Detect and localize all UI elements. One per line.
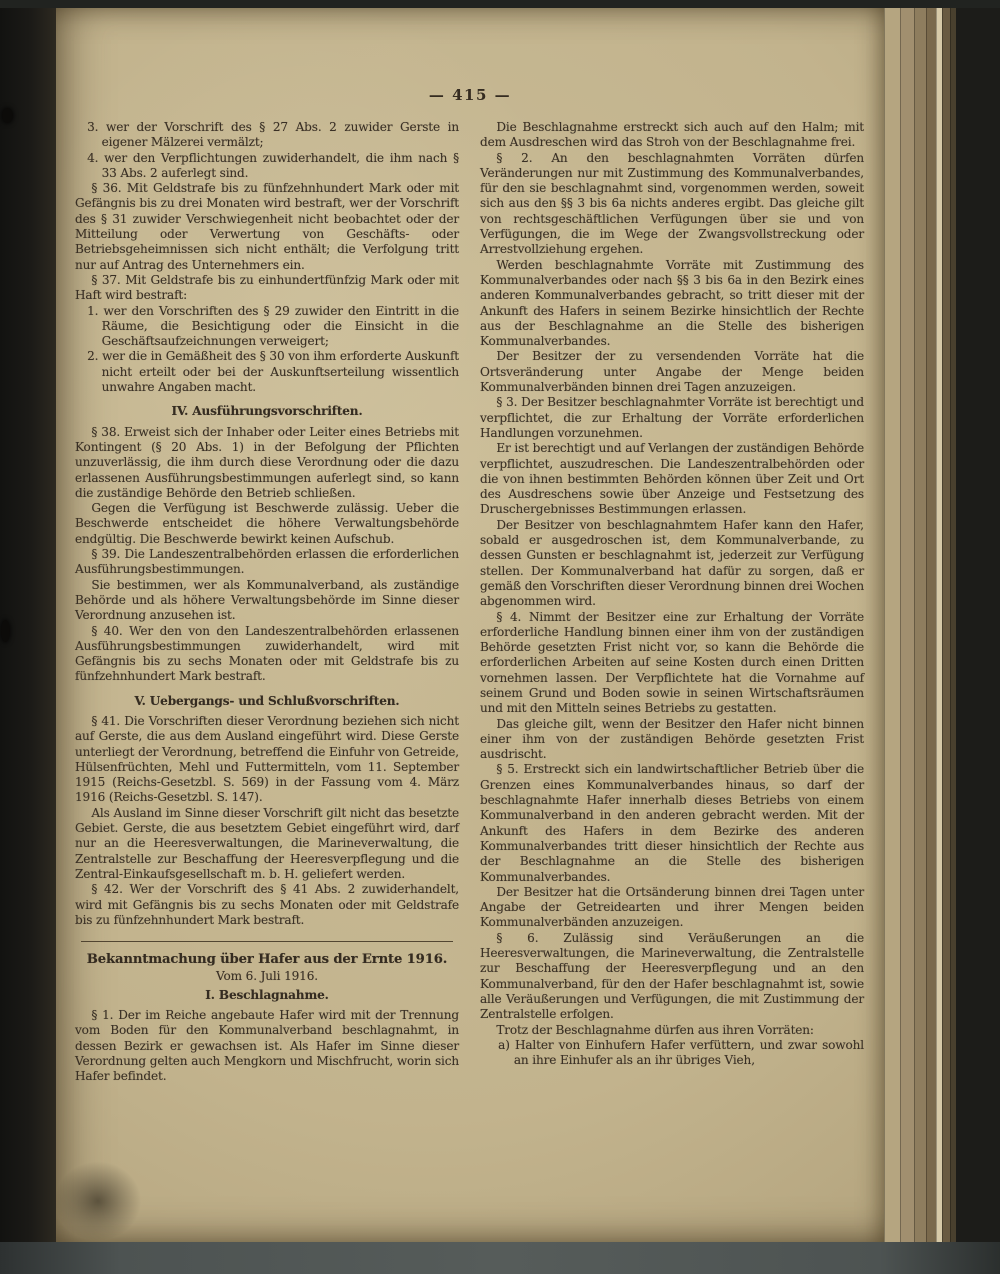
paragraph: § 5. Erstreckt sich ein landwirtschaftlicher Betrieb über die Grenzen eines Kommunalverbandes hinaus, so darf der beschlagnahmte Hafer innerhalb dieses Betriebs von einem Kommunalverband in den anderen gebracht werden. Mit der Ankunft des Hafers in dem Bezirke des anderen Kommunalverbandes tritt dieser hinsichtlich der Rechte aus der Beschlagnahme an die Stelle des bisherigen Kommunalverbandes. [480,762,864,884]
paragraph: a) Halter von Einhufern Hafer verfüttern, und zwar sowohl an ihre Einhufer als an ihr übriges Vieh, [498,1037,864,1068]
corner-shadow [56,1146,158,1242]
document-date: Vom 6. Juli 1916. [216,969,318,984]
paragraph: § 2. An den beschlagnahmten Vorräten dürfen Veränderungen nur mit Zustimmung des Kommunalverbandes, für den sie beschlagnahmt sind, vorgenommen werden, soweit sich aus den §§ 3 bis 6a nichts anderes ergibt. Das gleiche gilt von rechtsgeschäftlichen Verfügungen über sie und von Verfügungen, die im Wege der Zwangsvollstreckung oder Arrestvollziehung ergehen. [480,150,864,257]
scan-top-edge [0,0,1000,8]
paragraph: § 41. Die Vorschriften dieser Verordnung beziehen sich nicht auf Gerste, die aus dem Ausland eingeführt wird. Diese Gerste unterliegt der Verordnung, betreffend die Einfuhr von Getreide, Hülsenfrüchten, Mehl und Futtermitteln, vom 11. September 1915 (Reichs-Gesetzbl. S. 569) in der Fassung vom 4. März 1916 (Reichs-Gesetzbl. S. 147). [75,713,459,805]
section-heading: IV. Ausführungsvorschriften. [171,404,363,419]
paragraph: Das gleiche gilt, wenn der Besitzer den Hafer nicht binnen einer ihm von der zuständigen Behörde gesetzten Frist ausdrischt. [480,716,864,762]
paragraph: 4. wer den Verpflichtungen zuwiderhandelt, die ihm nach § 33 Abs. 2 auferlegt sind. [87,150,459,180]
binding-hole [2,108,13,123]
paragraph: 1. wer den Vorschriften des § 29 zuwider den Eintritt in die Räume, die Besichtigung oder die Einsicht in die Geschäftsaufzeichnungen verweigert; [87,303,459,349]
paragraph: 2. wer die in Gemäßheit des § 30 von ihm erforderte Auskunft nicht erteilt oder bei der Auskunftserteilung wissentlich unwahre Angaben macht. [87,349,459,395]
paragraph: § 42. Wer der Vorschrift des § 41 Abs. 2 zuwiderhandelt, wird mit Gefängnis bis zu sechs Monaten oder mit Geldstrafe bis zu fünfzehnhundert Mark bestraft. [75,882,459,927]
page-edge-strip [914,8,926,1242]
paragraph: § 37. Mit Geldstrafe bis zu einhundertfünfzig Mark oder mit Haft wird bestraft: [75,272,459,303]
page-edge-strip [926,8,936,1242]
paragraph: Sie bestimmen, wer als Kommunalverband, als zuständige Behörde und als höhere Verwaltungsbehörde im Sinne dieser Verordnung anzusehen ist. [75,577,459,623]
paragraph: § 3. Der Besitzer beschlagnahmter Vorräte ist berechtigt und verpflichtet, die zur Erhaltung der Vorräte erforderlichen Handlungen vorzunehmen. [480,395,864,440]
paragraph: § 36. Mit Geldstrafe bis zu fünfzehnhundert Mark oder mit Gefängnis bis zu drei Monaten wird bestraft, wer der Vorschrift des § 31 zuwider Verschwiegenheit nicht beobachtet oder der Mitteilung oder Verwertung von Geschäfts- oder Betriebsgeheimnissen sich nicht enthält; die Verfolgung tritt nur auf Antrag des Unternehmers ein. [75,181,459,272]
page-edge-strip [942,8,950,1242]
document-page [56,8,884,1242]
scan-bottom-edge [0,1242,1000,1274]
paragraph: Trotz der Beschlagnahme dürfen aus ihren Vorräten: [496,1022,814,1037]
book-cover-edge [956,0,1000,1274]
paragraph: Die Beschlagnahme erstreckt sich auch auf den Halm; mit dem Ausdreschen wird das Stroh von der Beschlagnahme frei. [480,120,864,150]
page-number: — 415 — [428,86,512,104]
separator-rule [81,941,453,942]
paragraph: Der Besitzer hat die Ortsänderung binnen drei Tagen unter Angabe der Getreidearten und ihrer Mengen beiden Kommunalverbänden anzuzeigen. [480,884,864,930]
paragraph: Werden beschlagnahmte Vorräte mit Zustimmung des Kommunalverbandes oder nach §§ 3 bis 6a in den Bezirk eines anderen Kommunalverbandes gebracht, so tritt dieser mit der Ankunft des Hafers in seinem Bezirke hinsichtlich der Rechte aus der Beschlagnahme an die Stelle des bisherigen Kommunalverbandes. [480,257,864,349]
document-title: Bekanntmachung über Hafer aus der Ernte 1916. [86,952,448,968]
page-edge-stack [884,8,956,1242]
page-edge-strip [884,8,900,1242]
paragraph: § 40. Wer den von den Landeszentralbehörden erlassenen Ausführungsbestimmungen zuwiderhandelt, wird mit Gefängnis bis zu sechs Monaten oder mit Geldstrafe bis zu fünfzehnhundert Mark bestraft. [75,623,459,684]
paragraph: § 4. Nimmt der Besitzer eine zur Erhaltung der Vorräte erforderliche Handlung binnen einer ihm von der zuständigen Behörde gesetzten Frist nicht vor, so kann die Behörde die erforderlichen Arbeiten auf seine Kosten durch einen Dritten vornehmen lassen. Der Verpflichtete hat die Vornahme auf seinem Grund und Boden sowie in seinen Wirtschaftsräumen und mit den Mitteln seines Betriebs zu gestatten. [480,609,864,716]
section-subheading: I. Beschlagnahme. [205,987,329,1002]
paragraph: 3. wer der Vorschrift des § 27 Abs. 2 zuwider Gerste in eigener Mälzerei vermälzt; [87,120,459,150]
paragraph: § 39. Die Landeszentralbehörden erlassen die erforderlichen Ausführungsbestimmungen. [75,547,459,577]
section-heading: V. Uebergangs- und Schlußvorschriften. [134,693,400,708]
paragraph: Der Besitzer von beschlagnahmtem Hafer kann den Hafer, sobald er ausgedroschen ist, dem Kommunalverbande, zu dessen Gunsten er beschlagnahmt ist, jederzeit zur Verfügung stellen. Der Kommunalverband hat dafür zu sorgen, daß er gemäß den Vorschriften dieser Verordnung binnen drei Wochen abgenommen wird. [480,517,864,609]
paragraph: Der Besitzer der zu versendenden Vorräte hat die Ortsveränderung unter Angabe der Menge beiden Kommunalverbänden binnen drei Tagen anzuzeigen. [480,349,864,395]
text-column-left [75,120,459,1085]
page-edge-strip [950,8,956,1242]
paragraph: Als Ausland im Sinne dieser Vorschrift gilt nicht das besetzte Gebiet. Gerste, die aus besetztem Gebiet eingeführt wird, darf nur an die Heeresverwaltungen, die Marineverwaltung, die Zentralstelle zur Beschaffung der Heeresverpflegung und die Zentral-Einkaufsgesellschaft m. b. H. geliefert werden. [75,805,459,881]
paragraph: § 1. Der im Reiche angebaute Hafer wird mit der Trennung vom Boden für den Kommunalverband beschlagnahmt, in dessen Bezirk er gewachsen ist. Als Hafer im Sinne dieser Verordnung gelten auch Mengkorn und Mischfrucht, worin sich Hafer befindet. [75,1008,459,1084]
text-column-right [480,120,864,1085]
paragraph: § 38. Erweist sich der Inhaber oder Leiter eines Betriebs mit Kontingent (§ 20 Abs. 1) in der Befolgung der Pflichten unzuverlässig, die ihm durch diese Verordnung oder die dazu erlassenen Ausführungsbestimmungen auferlegt sind, so kann die zuständige Behörde den Betrieb schließen. [75,424,459,500]
page-edge-strip [900,8,914,1242]
paragraph: § 6. Zulässig sind Veräußerungen an die Heeresverwaltungen, die Marineverwaltung, die Zentralstelle zur Beschaffung der Heeresverpflegung und an den Kommunalverband, für den der Hafer beschlagnahmt ist, sowie alle Veräußerungen und Verfügungen, die mit Zustimmung der Zentralstelle erfolgen. [480,930,864,1022]
paragraph: Gegen die Verfügung ist Beschwerde zulässig. Ueber die Beschwerde entscheidet die höhere Verwaltungsbehörde endgültig. Die Beschwerde bewirkt keinen Aufschub. [75,501,459,546]
binding-hole [1,620,10,642]
paragraph: Er ist berechtigt und auf Verlangen der zuständigen Behörde verpflichtet, auszudreschen. Die Landeszentralbehörden oder die von ihnen bestimmten Behörden können über Zeit und Ort des Ausdreschens sowie über Anzeige und Festsetzung des Druschergebnisses Bestimmungen erlassen. [480,441,864,517]
text-columns [75,120,865,1085]
